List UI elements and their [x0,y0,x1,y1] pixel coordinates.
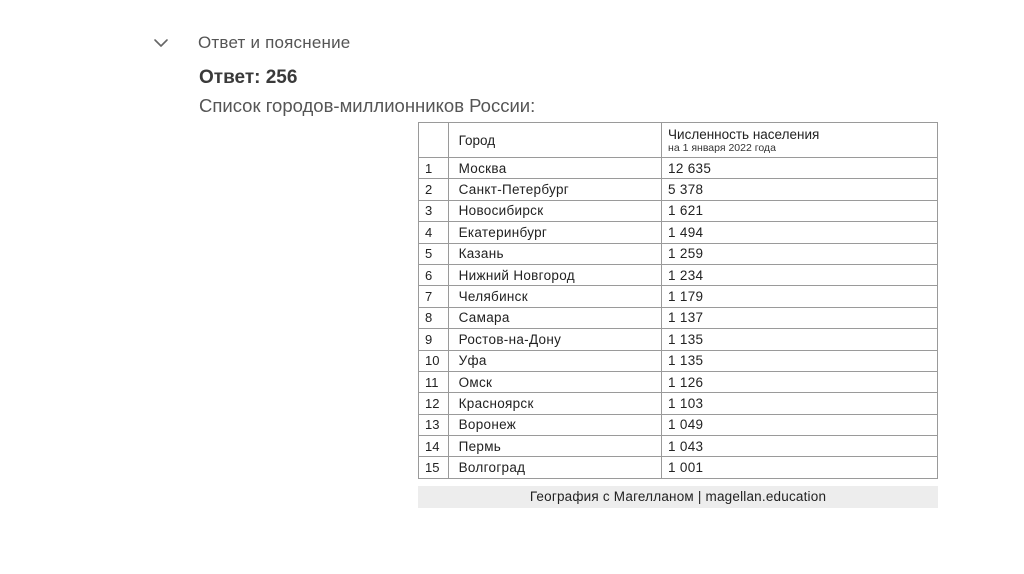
row-number: 14 [419,436,449,457]
header-population [662,123,938,158]
cities-table [418,122,938,479]
row-population: 1 494 [662,222,938,243]
table-row [419,436,938,457]
row-city: Ростов-на-Дону [448,329,661,350]
accordion-title: Ответ и пояснение [198,33,351,52]
table-row [419,329,938,350]
row-number: 9 [419,329,449,350]
table-row [419,307,938,328]
row-number: 6 [419,264,449,285]
row-city: Воронеж [448,414,661,435]
answer-text: Ответ: 256 [199,67,298,88]
row-population: 1 043 [662,436,938,457]
row-city: Омск [448,371,661,392]
table-row [419,222,938,243]
row-city: Казань [448,243,661,264]
row-city: Самара [448,307,661,328]
row-population: 5 378 [662,179,938,200]
row-number: 2 [419,179,449,200]
row-population: 1 137 [662,307,938,328]
row-number: 3 [419,200,449,221]
table-row [419,264,938,285]
table-row [419,200,938,221]
row-city: Волгоград [448,457,661,478]
row-city: Москва [448,158,661,179]
list-caption: Список городов-миллионников России: [199,95,536,116]
row-number: 15 [419,457,449,478]
table-row [419,371,938,392]
header-population-label: Численность населения [668,126,820,142]
row-population: 1 621 [662,200,938,221]
header-population-note: на 1 января 2022 года [668,141,776,154]
row-population: 1 135 [662,350,938,371]
table-row [419,393,938,414]
row-population: 1 001 [662,457,938,478]
row-city: Екатеринбург [448,222,661,243]
row-city: Красноярск [448,393,661,414]
table-header-row [419,123,938,158]
row-population: 1 049 [662,414,938,435]
source-caption: География с Магелланом | magellan.education [418,486,938,508]
row-city: Нижний Новгород [448,264,661,285]
row-number: 13 [419,414,449,435]
row-population: 1 259 [662,243,938,264]
table-row [419,350,938,371]
row-population: 1 103 [662,393,938,414]
table-row [419,179,938,200]
row-city: Санкт-Петербург [448,179,661,200]
cities-table-container [418,122,938,479]
table-row [419,158,938,179]
row-population: 1 126 [662,371,938,392]
row-number: 4 [419,222,449,243]
row-population: 1 135 [662,329,938,350]
row-number: 5 [419,243,449,264]
table-row [419,243,938,264]
table-row [419,414,938,435]
accordion-header-answer[interactable] [150,32,350,54]
row-city: Уфа [448,350,661,371]
table-row [419,286,938,307]
row-number: 7 [419,286,449,307]
row-city: Пермь [448,436,661,457]
row-population: 1 234 [662,264,938,285]
header-city: Город [448,123,661,158]
row-number: 11 [419,371,449,392]
table-body [419,158,938,479]
row-number: 12 [419,393,449,414]
row-number: 1 [419,158,449,179]
row-population: 12 635 [662,158,938,179]
row-number: 8 [419,307,449,328]
row-population: 1 179 [662,286,938,307]
chevron-down-icon[interactable] [150,32,172,54]
row-city: Челябинск [448,286,661,307]
table-row [419,457,938,478]
row-number: 10 [419,350,449,371]
header-num [419,123,449,158]
row-city: Новосибирск [448,200,661,221]
